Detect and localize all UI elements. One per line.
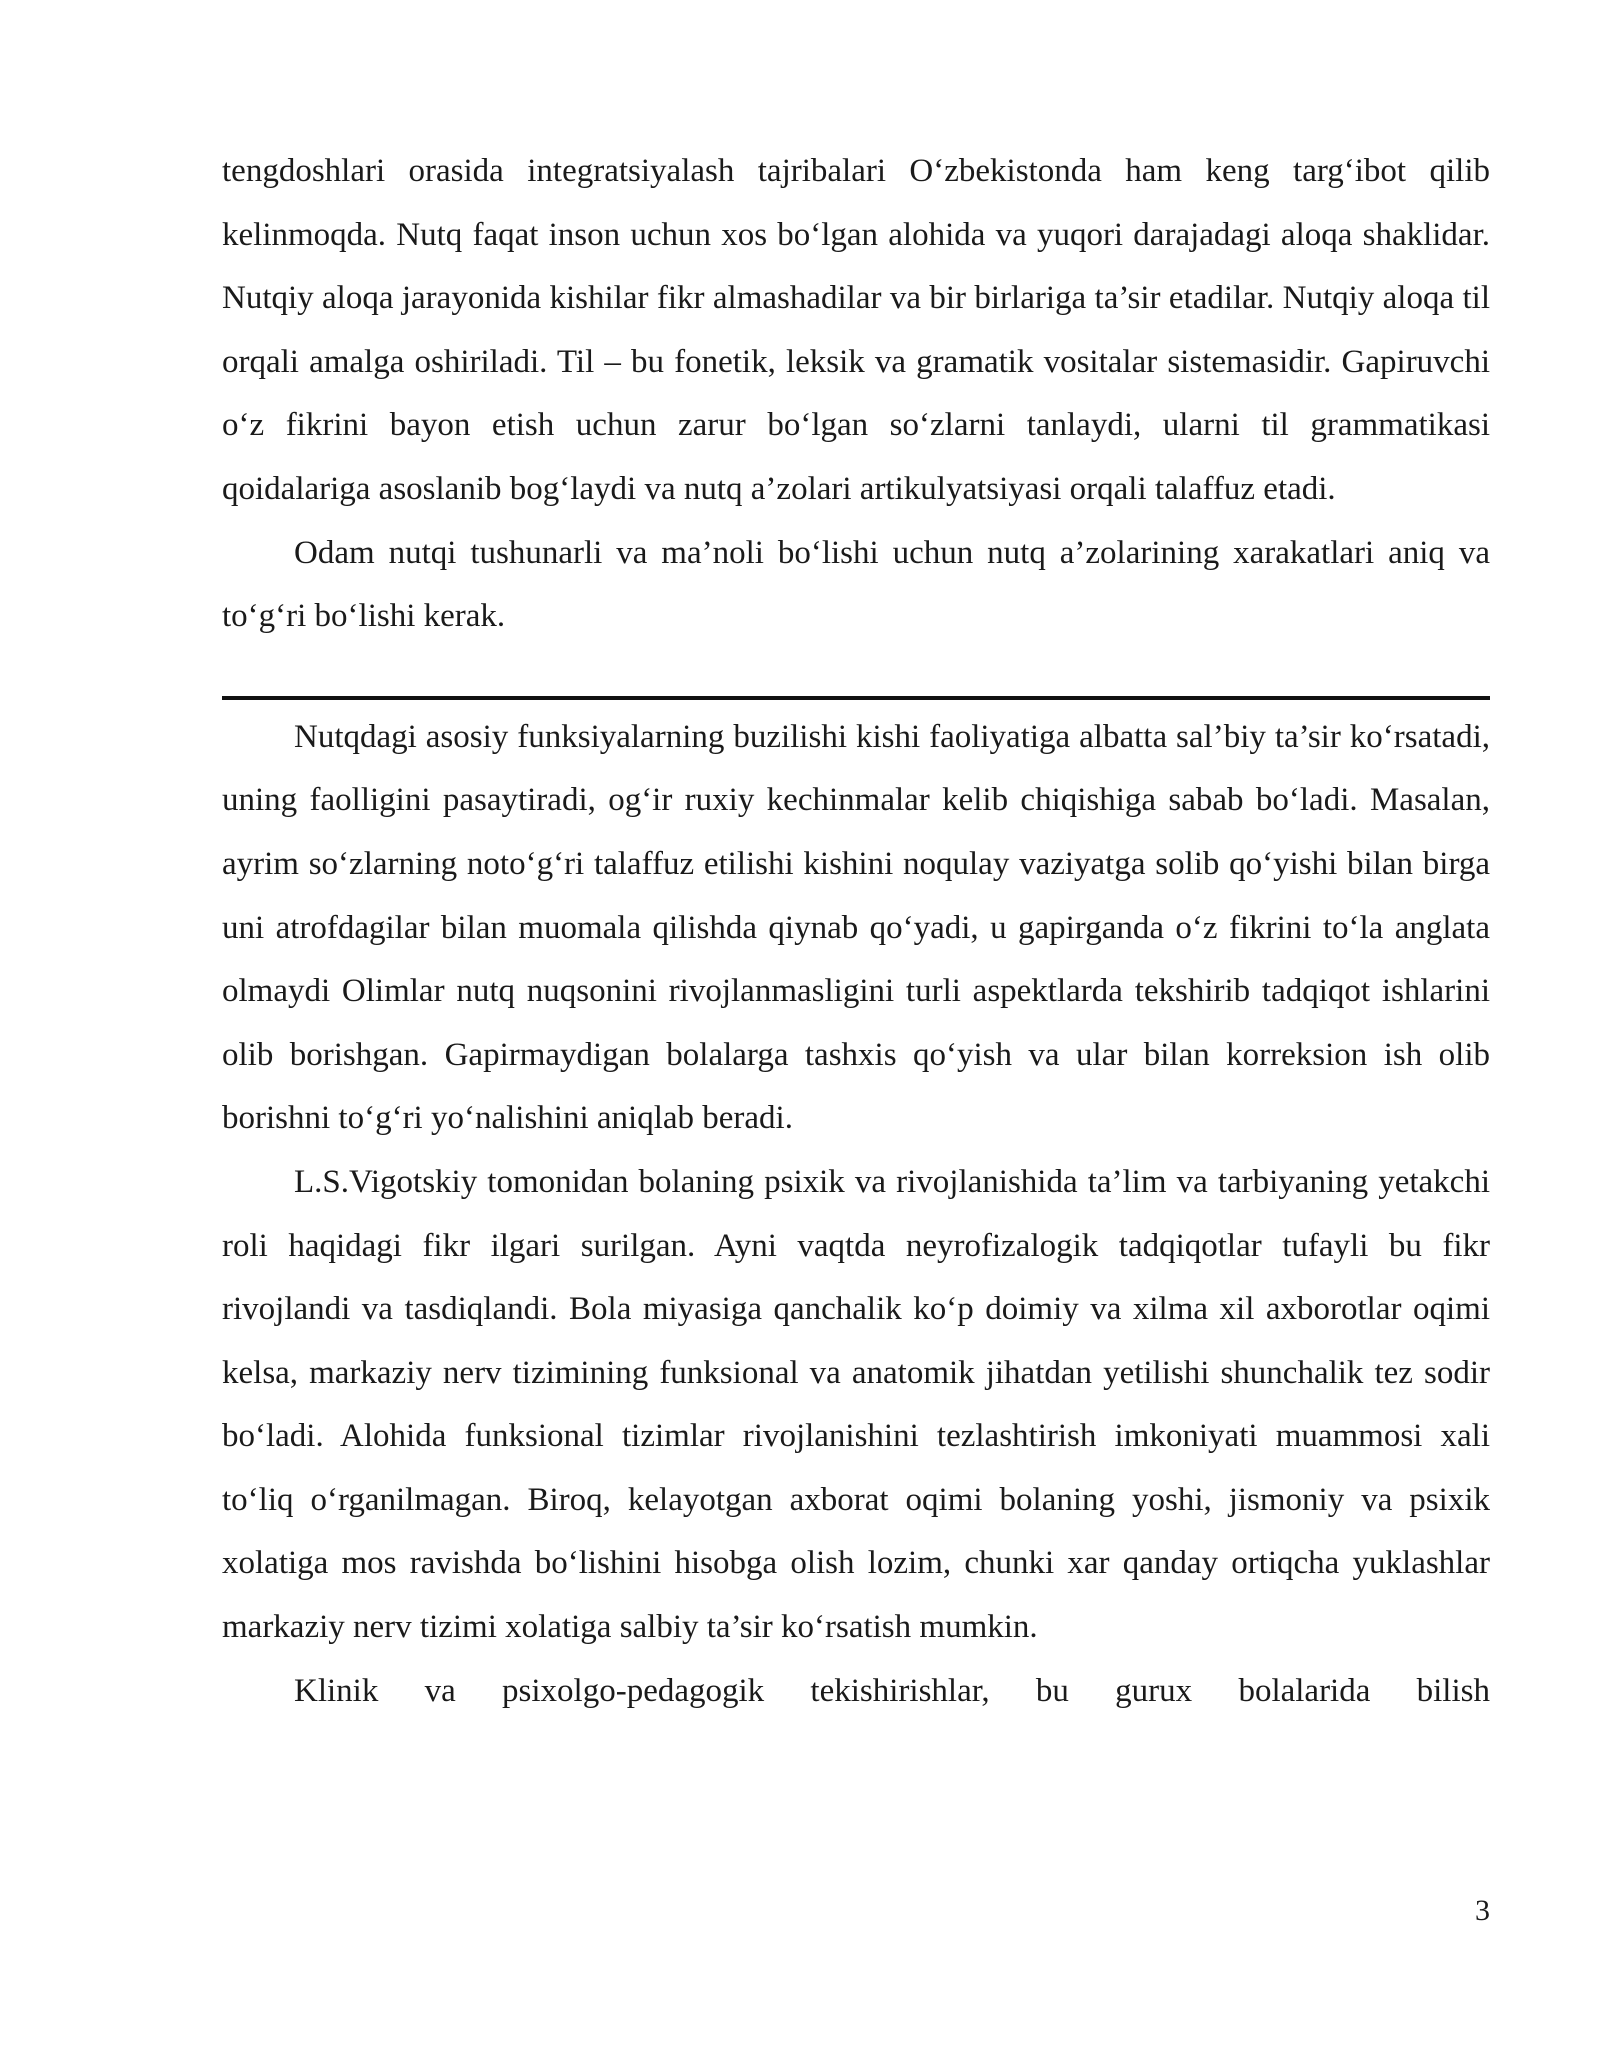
body-paragraph: Odam nutqi tushunarli va ma’noli bo‘lishi uchun nutq a’zolarining xarakatlari aniq va to‘g‘ri bo‘lishi kerak.: [222, 534, 1490, 635]
body-paragraph: Klinik va psixolgo-pedagogik tekishirishlar, bu gurux bolalarida bilish: [294, 1672, 1490, 1709]
body-paragraph: tengdoshlari orasida integratsiyalash tajribalari O‘zbekistonda ham keng targ‘ibot qilib kelinmoqda. Nutq faqat inson uchun xos bo‘lgan alohida va yuqori darajadagi aloqa shaklidar. Nutqiy aloqa jarayonida kishilar fikr almashadilar va bir birlariga ta’sir etadilar. Nutqiy aloqa til orqali amalga oshiriladi. Til – bu fonetik, leksik va gramatik vositalar sistemasidir. Gapiruvchi o‘z fikrini bayon etish uchun zarur bo‘lgan so‘zlarni tanlaydi, ularni til grammatikasi qoidalariga asoslanib bog‘laydi va nutq a’zolari artikulyatsiyasi orqali talaffuz etadi.: [222, 153, 1490, 507]
body-paragraph: Nutqdagi asosiy funksiyalarning buzilishi kishi faoliyatiga albatta sal’biy ta’sir ko‘rsatadi, uning faolligini pasaytiradi, og‘ir ruxiy kechinmalar kelib chiqishiga sabab bo‘ladi. Masalan, ayrim so‘zlarning noto‘g‘ri talaffuz etilishi kishini noqulay vaziyatga solib qo‘yishi bilan birga uni atrofdagilar bilan muomala qilishda qiynab qo‘yadi, u gapirganda o‘z fikrini to‘la anglata olmaydi Olimlar nutq nuqsonini rivojlanmasligini turli aspektlarda tekshirib tadqiqot ishlarini olib borishgan. Gapirmaydigan bolalarga tashxis qo‘yish va ular bilan korreksion ish olib borishni to‘g‘ri yo‘nalishini aniqlab beradi.: [222, 718, 1490, 1137]
body-paragraph: L.S.Vigotskiy tomonidan bolaning psixik va rivojlanishida ta’lim va tarbiyaning yetakchi roli haqidagi fikr ilgari surilgan. Ayni vaqtda neyrofizalogik tadqiqotlar tufayli bu fikr rivojlandi va tasdiqlandi. Bola miyasiga qanchalik ko‘p doimiy va xilma xil axborotlar oqimi kelsa, markaziy nerv tizimining funksional va anatomik jihatdan yetilishi shunchalik tez sodir bo‘ladi. Alohida funksional tizimlar rivojlanishini tezlashtirish imkoniyati muammosi xali to‘liq o‘rganilmagan. Biroq, kelayotgan axborat oqimi bolaning yoshi, jismoniy va psixik xolatiga mos ravishda bo‘lishini hisobga olish lozim, chunki xar qanday ortiqcha yuklashlar markaziy nerv tizimi xolatiga salbiy ta’sir ko‘rsatish mumkin.: [222, 1163, 1490, 1646]
section-divider: [222, 696, 1490, 700]
document-page: [222, 140, 1490, 1723]
page-number: 3: [1475, 1894, 1490, 1927]
